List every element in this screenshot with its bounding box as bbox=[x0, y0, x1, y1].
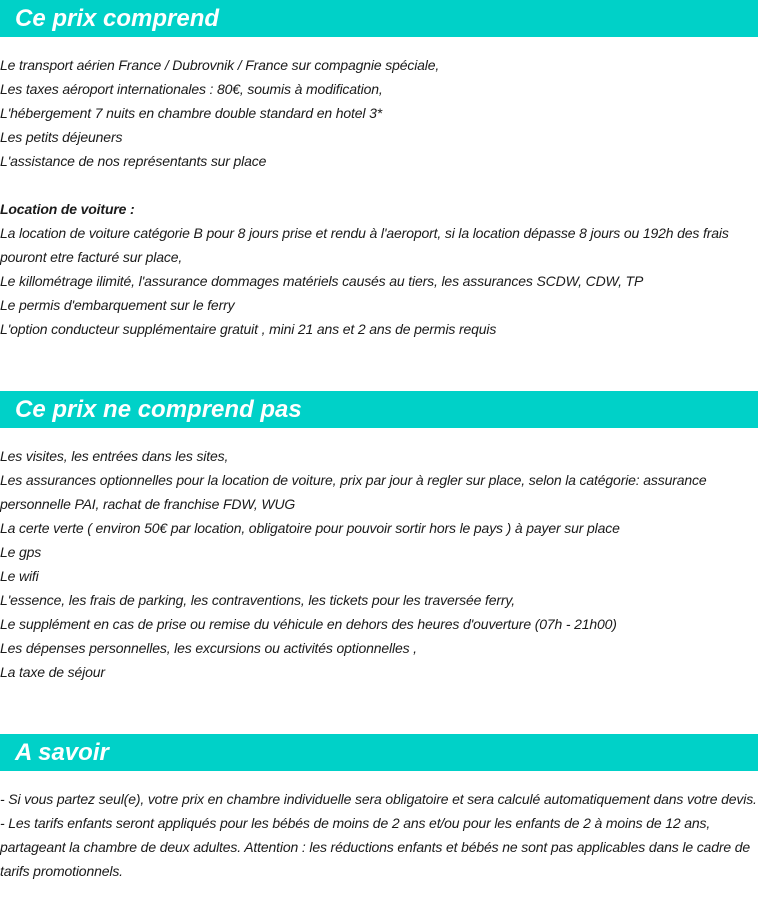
included-item: Les taxes aéroport internationales : 80€, soumis à modification, bbox=[0, 81, 383, 97]
section-header-included bbox=[0, 0, 758, 37]
not-included-item: Les assurances optionnelles pour la location de voiture, prix par jour à regler sur place, selon la catégorie: assurance personnelle PAI, rachat de franchise FDW, WUG bbox=[0, 472, 707, 512]
not-included-item: Le wifi bbox=[0, 568, 39, 584]
section-header-good-to-know bbox=[0, 734, 758, 771]
included-item: L'hébergement 7 nuits en chambre double standard en hotel 3* bbox=[0, 105, 383, 121]
spacer bbox=[0, 173, 758, 197]
not-included-item: L'essence, les frais de parking, les contraventions, les tickets pour les traversée ferry, bbox=[0, 592, 515, 608]
not-included-item: Les visites, les entrées dans les sites, bbox=[0, 448, 229, 464]
good-to-know-list bbox=[0, 787, 758, 883]
section-title-good-to-know: A savoir bbox=[15, 739, 109, 766]
car-rental-item: La location de voiture catégorie B pour 8 jours prise et rendu à l'aeroport, si la location dépasse 8 jours ou 192h des frais pouront etre facturé sur place, bbox=[0, 225, 729, 265]
section-title-included: Ce prix comprend bbox=[15, 5, 220, 32]
not-included-item: La certe verte ( environ 50€ par location, obligatoire pour pouvoir sortir hors le pays ) à payer sur place bbox=[0, 520, 620, 536]
section-header-not-included bbox=[0, 391, 758, 428]
not-included-list bbox=[0, 444, 758, 684]
not-included-item: Le gps bbox=[0, 544, 42, 560]
good-to-know-item: - Si vous partez seul(e), votre prix en chambre individuelle sera obligatoire et sera calculé automatiquement dans votre devis. bbox=[0, 791, 757, 807]
section-title-not-included: Ce prix ne comprend pas bbox=[15, 396, 302, 423]
included-list bbox=[0, 53, 758, 341]
included-item: Les petits déjeuners bbox=[0, 129, 123, 145]
included-item: L'assistance de nos représentants sur place bbox=[0, 153, 267, 169]
included-item: Le transport aérien France / Dubrovnik / France sur compagnie spéciale, bbox=[0, 57, 440, 73]
car-rental-heading: Location de voiture : bbox=[0, 201, 135, 217]
car-rental-item: L'option conducteur supplémentaire gratuit , mini 21 ans et 2 ans de permis requis bbox=[0, 321, 497, 337]
not-included-item: La taxe de séjour bbox=[0, 664, 105, 680]
car-rental-item: Le permis d'embarquement sur le ferry bbox=[0, 297, 235, 313]
good-to-know-item: - Les tarifs enfants seront appliqués pour les bébés de moins de 2 ans et/ou pour les enfants de 2 à moins de 12 ans, partageant la chambre de deux adultes. Attention : les réductions enfants et bébés ne sont pas applicables dans le cadre de tarifs promotionnels. bbox=[0, 815, 750, 879]
not-included-item: Le supplément en cas de prise ou remise du véhicule en dehors des heures d'ouverture (07h - 21h00) bbox=[0, 616, 617, 632]
car-rental-item: Le killométrage ilimité, l'assurance dommages matériels causés au tiers, les assurances SCDW, CDW, TP bbox=[0, 273, 644, 289]
not-included-item: Les dépenses personnelles, les excursions ou activités optionnelles , bbox=[0, 640, 417, 656]
